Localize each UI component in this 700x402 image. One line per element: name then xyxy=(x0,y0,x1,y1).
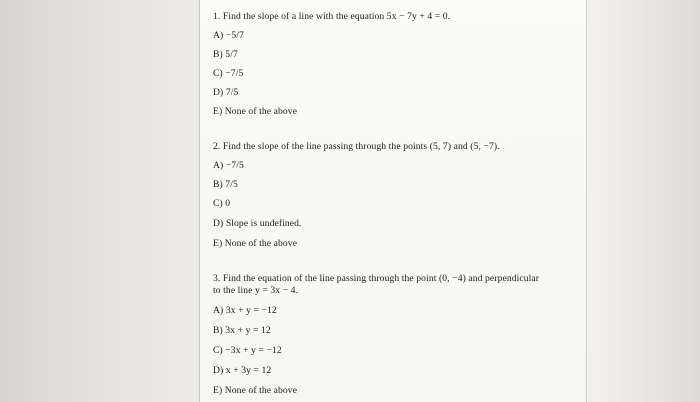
question-1-option-d: D) 7/5 xyxy=(213,87,239,98)
question-3-prompt-continuation: to the line y = 3x − 4. xyxy=(213,285,299,296)
question-3-option-b: B) 3x + y = 12 xyxy=(213,325,271,336)
question-3-prompt: 3. Find the equation of the line passing through the point (0, −4) and perpendicular xyxy=(213,273,540,284)
question-1-option-c: C) −7/5 xyxy=(213,68,244,79)
question-3-option-c: C) −3x + y = −12 xyxy=(213,345,282,356)
question-2-option-c: C) 0 xyxy=(213,198,231,209)
left-background xyxy=(0,0,199,402)
question-2-option-e: E) None of the above xyxy=(213,238,298,249)
question-3-option-a: A) 3x + y = −12 xyxy=(213,305,277,316)
question-1-option-e: E) None of the above xyxy=(213,106,298,117)
question-2-option-a: A) −7/5 xyxy=(213,160,244,171)
question-1-option-a: A) −5/7 xyxy=(213,30,244,41)
question-2-option-b: B) 7/5 xyxy=(213,179,238,190)
question-2-option-d: D) Slope is undefined. xyxy=(213,218,302,229)
question-1-prompt: 1. Find the slope of a line with the equation 5x − 7y + 4 = 0. xyxy=(213,11,451,22)
worksheet-page xyxy=(199,0,587,402)
right-background xyxy=(587,0,700,402)
question-2-prompt: 2. Find the slope of the line passing through the points (5, 7) and (5, −7). xyxy=(213,141,500,152)
question-3-option-e: E) None of the above xyxy=(213,385,298,396)
question-1-option-b: B) 5/7 xyxy=(213,49,238,60)
question-3-option-d: D) x + 3y = 12 xyxy=(213,365,272,376)
